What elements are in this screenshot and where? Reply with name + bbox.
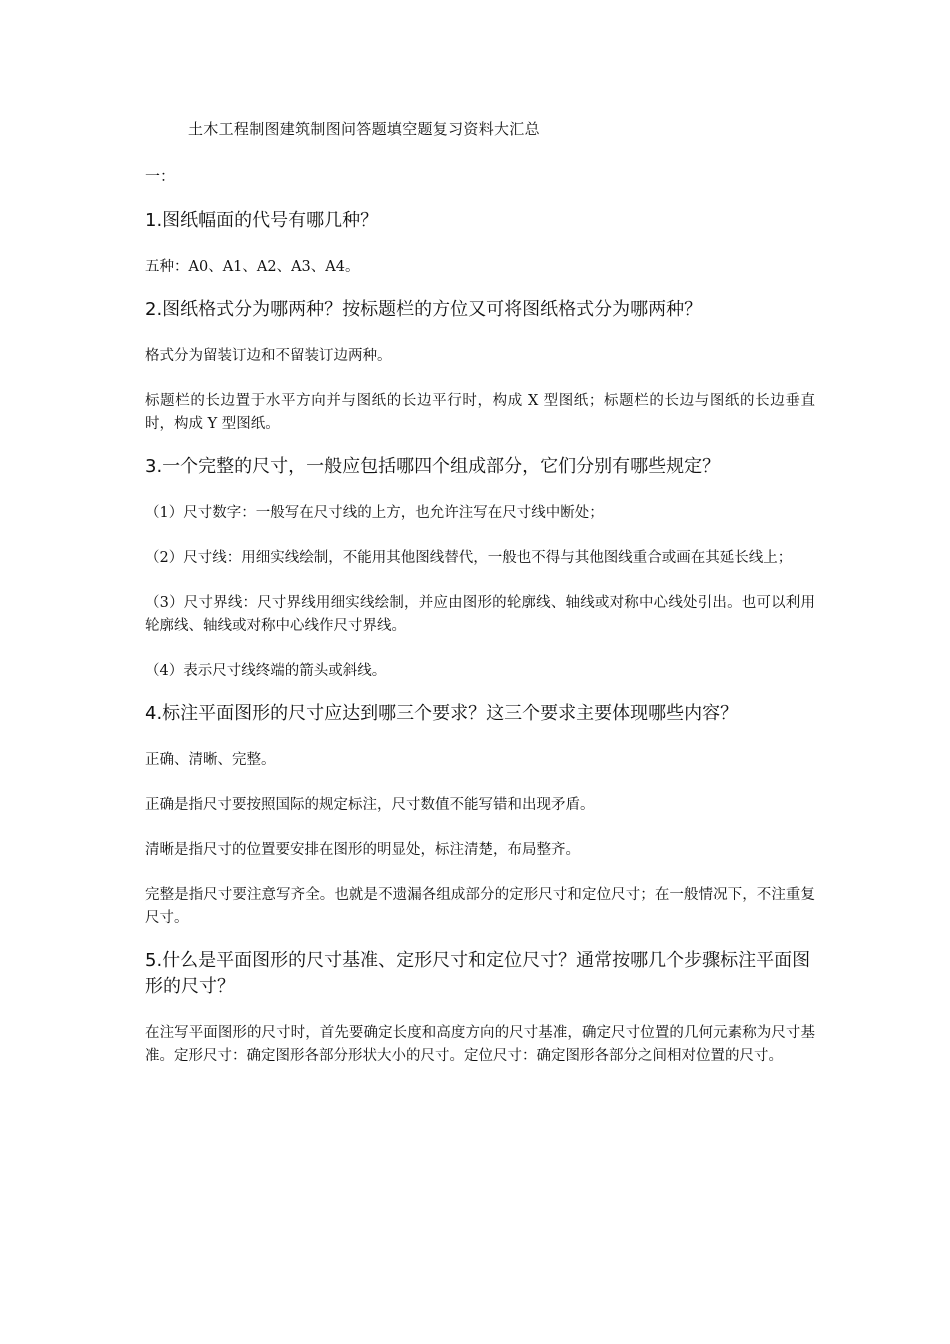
answer-3-2: （2）尺寸线：用细实线绘制，不能用其他图线替代，一般也不得与其他图线重合或画在其延长线上； — [145, 550, 793, 566]
answer-4-2: 正确是指尺寸要按照国际的规定标注，尺寸数值不能写错和出现矛盾。 — [145, 797, 595, 813]
answer-5-1: 在注写平面图形的尺寸时，首先要确定长度和高度方向的尺寸基准，确定尺寸位置的几何元素称为尺寸基准。定形尺寸：确定图形各部分形状大小的尺寸。定位尺寸：确定图形各部分之间相对位置的尺寸。 — [145, 1025, 815, 1064]
answer-3-4: （4）表示尺寸线终端的箭头或斜线。 — [145, 663, 387, 679]
answer-4-4: 完整是指尺寸要注意写齐全。也就是不遗漏各组成部分的定形尺寸和定位尺寸；在一般情况下，不注重复尺寸。 — [145, 887, 815, 926]
question-3: 3.一个完整的尺寸，一般应包括哪四个组成部分，它们分别有哪些规定？ — [145, 456, 721, 477]
question-2: 2.图纸格式分为哪两种？按标题栏的方位又可将图纸格式分为哪两种？ — [145, 299, 703, 320]
question-1: 1.图纸幅面的代号有哪几种？ — [145, 210, 379, 231]
answer-2-2: 标题栏的长边置于水平方向并与图纸的长边平行时，构成 X 型图纸；标题栏的长边与图纸的长边垂直时，构成 Y 型图纸。 — [145, 393, 815, 432]
answer-3-3: （3）尺寸界线：尺寸界线用细实线绘制，并应由图形的轮廓线、轴线或对称中心线处引出。也可以利用轮廓线、轴线或对称中心线作尺寸界线。 — [145, 595, 815, 634]
answer-3-1: （1）尺寸数字：一般写在尺寸线的上方，也允许注写在尺寸线中断处； — [145, 505, 604, 521]
answer-2-1: 格式分为留装订边和不留装订边两种。 — [145, 348, 392, 364]
document-title: 土木工程制图建筑制图问答题填空题复习资料大汇总 — [188, 120, 540, 138]
answer-1-1: 五种：A0、A1、A2、A3、A4。 — [145, 259, 360, 275]
qa-content — [145, 208, 815, 1068]
question-5: 5.什么是平面图形的尺寸基准、定形尺寸和定位尺寸？通常按哪几个步骤标注平面图形的尺寸？ — [145, 950, 811, 997]
answer-4-3: 清晰是指尺寸的位置要安排在图形的明显处，标注清楚，布局整齐。 — [145, 842, 580, 858]
question-4: 4.标注平面图形的尺寸应达到哪三个要求？这三个要求主要体现哪些内容？ — [145, 703, 739, 724]
section-heading: 一： — [145, 167, 176, 185]
answer-4-1: 正确、清晰、完整。 — [145, 752, 276, 768]
